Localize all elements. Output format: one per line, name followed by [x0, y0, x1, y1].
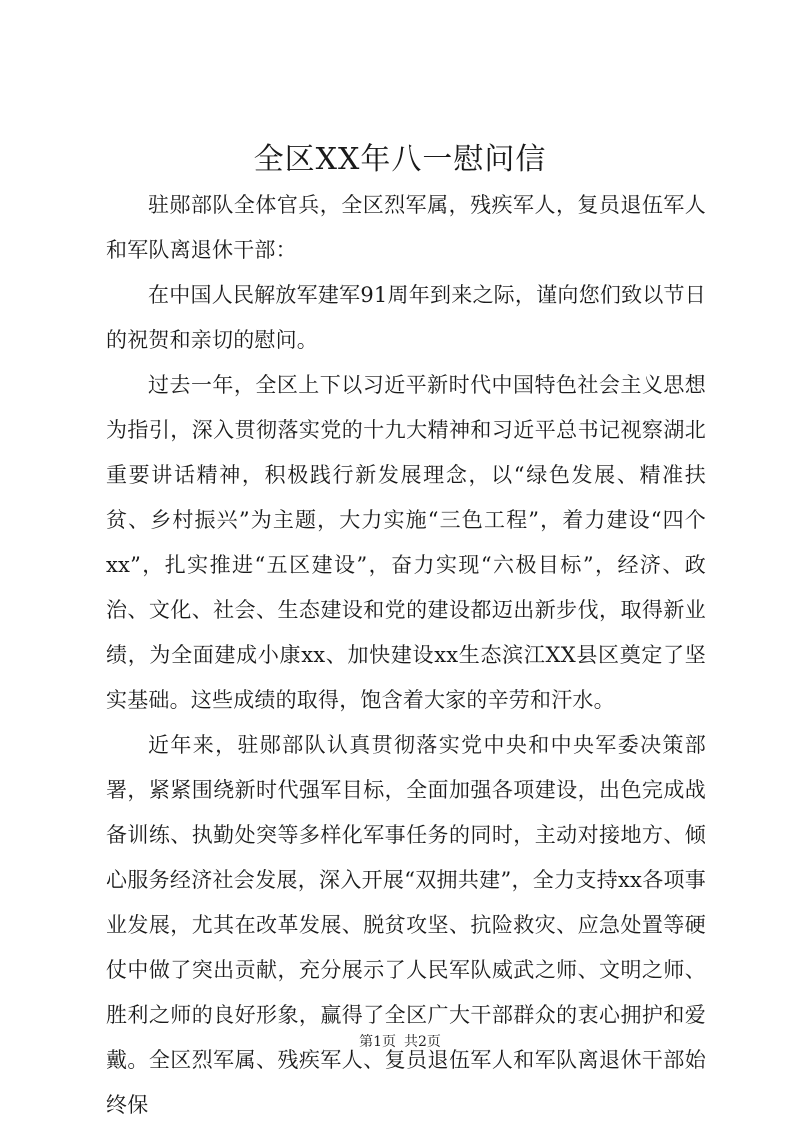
page-footer — [0, 1032, 800, 1052]
page-number: 第1页 — [359, 1034, 396, 1050]
achievements-paragraph: 过去一年，全区上下以习近平新时代中国特色社会主义思想为指引，深入贯彻落实党的十九大精神和习近平总书记视察湖北重要讲话精神，积极践行新发展理念，以“绿色发展、精准扶贫、乡村振兴”为主题，大力实施“三色工程”，着力建设“四个xx”，扎实推进“五区建设”，奋力实现“六极目标”，经济、政治、文化、社会、生态建设和党的建设都迈出新步伐，取得新业绩，为全面建成小康xx、加快建设xx生态滨江XX县区奠定了坚实基础。这些成绩的取得，饱含着大家的辛劳和汗水。 — [106, 373, 706, 712]
document-body — [106, 183, 706, 1128]
greeting-paragraph: 在中国人民解放军建军91周年到来之际，谨向您们致以节日的祝贺和亲切的慰问。 — [106, 283, 706, 352]
troops-paragraph: 近年来，驻郧部队认真贯彻落实党中央和中央军委决策部署，紧紧围绕新时代强军目标，全面加强各项建设，出色完成战备训练、执勤处突等多样化军事任务的同时，主动对接地方、倾心服务经济社会发展，深入开展“双拥共建”，全力支持xx各项事业发展，尤其在改革发展、脱贫攻坚、抗险救灾、应急处置等硬仗中做了突出贡献，充分展示了人民军队威武之师、文明之师、胜利之师的良好形象，赢得了全区广大干部群众的衷心拥护和爱戴。全区烈军属、残疾军人、复员退伍军人和军队离退休干部始终保 — [106, 733, 706, 1117]
page-total: 共2页 — [404, 1034, 441, 1050]
document-title: 全区XX年八一慰问信 — [253, 142, 547, 177]
salutation-paragraph: 驻郧部队全体官兵，全区烈军属，残疾军人，复员退伍军人和军队离退休干部： — [106, 193, 706, 262]
